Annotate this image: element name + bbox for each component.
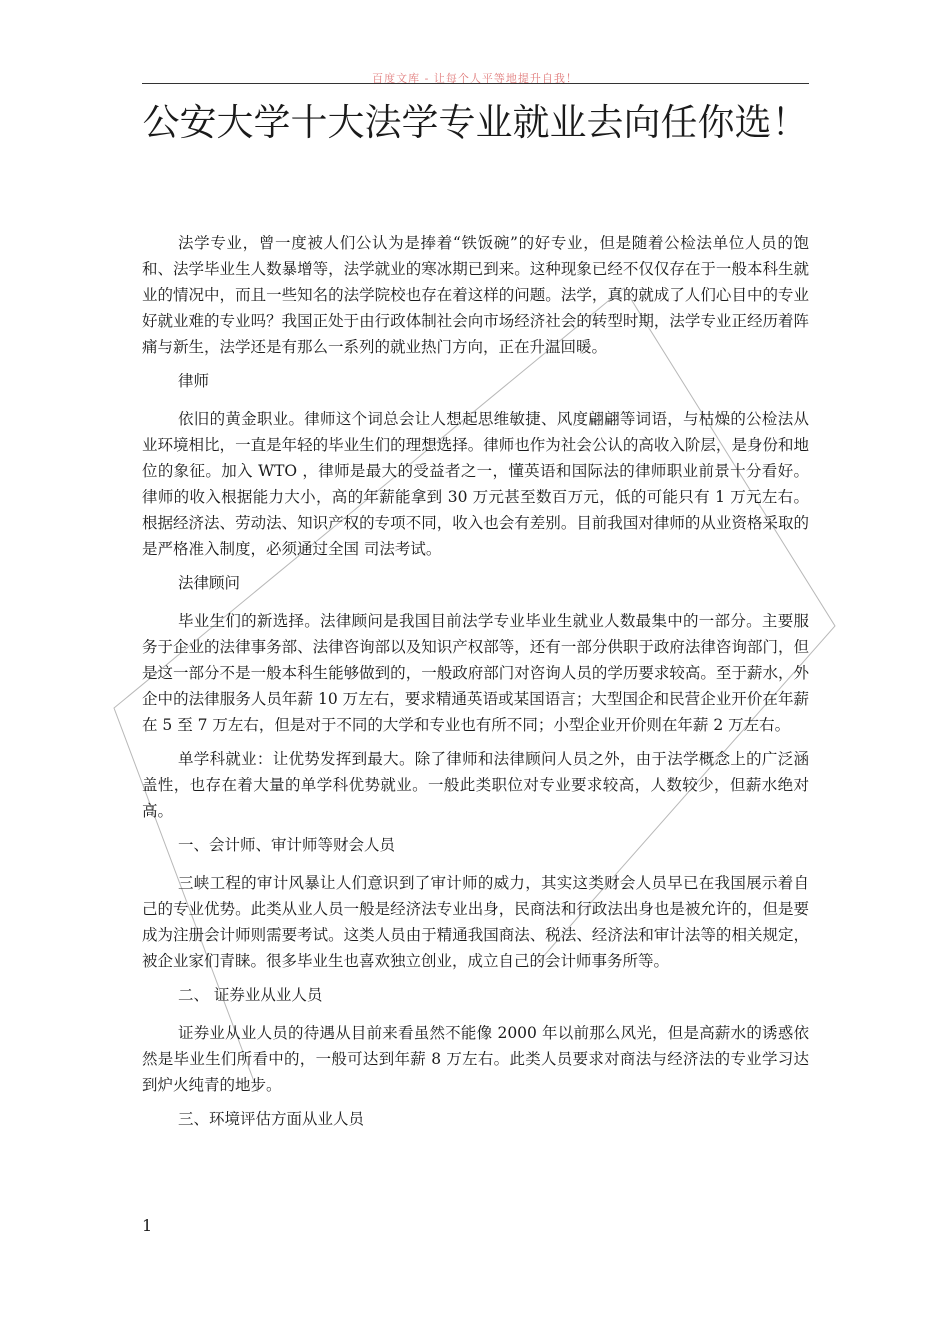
header-divider: [142, 83, 809, 84]
document-body: [142, 230, 809, 1144]
section-heading-environment: 三、环境评估方面从业人员: [178, 1110, 365, 1128]
intro-paragraph: 法学专业，曾一度被人们公认为是捧着“铁饭碗”的好专业，但是随着公检法单位人员的饱和、法学毕业生人数暴增等，法学就业的寒冰期已到来。这种现象已经不仅仅存在于一般本科生就业的情况中，而且一些知名的法学院校也存在着这样的问题。法学，真的就成了人们心目中的专业好就业难的专业吗？我国正处于由行政体制社会向市场经济社会的转型时期，法学专业正经历着阵痛与新生，法学还是有那么一系列的就业热门方向，正在升温回暖。: [142, 234, 809, 356]
page-number: 1: [142, 1216, 153, 1235]
section-heading-securities: 二、 证券业从业人员: [178, 986, 323, 1004]
securities-paragraph: 证券业从业人员的待遇从目前来看虽然不能像 2000 年以前那么风光，但是高薪水的诱惑依然是毕业生们所看中的，一般可达到年薪 8 万左右。此类人员要求对商法与经济法的专业学习达到炉火纯青的地步。: [142, 1024, 809, 1094]
document-title: 公安大学十大法学专业就业去向任你选！: [142, 101, 809, 144]
section-heading-legal-counsel: 法律顾问: [178, 574, 241, 592]
accounting-paragraph: 三峡工程的审计风暴让人们意识到了审计师的威力，其实这类财会人员早已在我国展示着自己的专业优势。此类从业人员一般是经济法专业出身，民商法和行政法出身也是被允许的，但是要成为注册会计师则需要考试。这类人员由于精通我国商法、税法、经济法和审计法等的相关规定，被企业家们青睐。很多毕业生也喜欢独立创业，成立自己的会计师事务所等。: [142, 874, 809, 970]
document-header: 百度文库 - 让每个人平等地提升自我！: [372, 72, 578, 85]
lawyer-paragraph: 依旧的黄金职业。律师这个词总会让人想起思维敏捷、风度翩翩等词语，与枯燥的公检法从业环境相比，一直是年轻的毕业生们的理想选择。律师也作为社会公认的高收入阶层，是身份和地位的象征。加入 WTO ，律师是最大的受益者之一，懂英语和国际法的律师职业前景十分看好。律师的收入根据能力大小，高的年薪能拿到 30 万元甚至数百万元，低的可能只有 1 万元左右。根据经济法、劳动法、知识产权的专项不同，收入也会有差别。目前我国对律师的从业资格采取的是严格准入制度，必须通过全国 司法考试。: [142, 410, 809, 558]
section-heading-lawyer: 律师: [178, 372, 210, 390]
legal-counsel-paragraph: 毕业生们的新选择。法律顾问是我国目前法学专业毕业生就业人数最集中的一部分。主要服务于企业的法律事务部、法律咨询部以及知识产权部等，还有一部分供职于政府法律咨询部门，但是这一部分不是一般本科生能够做到的，一般政府部门对咨询人员的学历要求较高。至于薪水，外企中的法律服务人员年薪 10 万左右，要求精通英语或某国语言；大型国企和民营企业开价在年薪在 5 至 7 万左右，但是对于不同的大学和专业也有所不同；小型企业开价则在年薪 2 万左右。: [142, 612, 809, 734]
section-heading-accounting: 一、会计师、审计师等财会人员: [178, 836, 396, 854]
single-discipline-paragraph: 单学科就业：让优势发挥到最大。除了律师和法律顾问人员之外，由于法学概念上的广泛涵盖性，也存在着大量的单学科优势就业。一般此类职位对专业要求较高，人数较少，但薪水绝对高。: [142, 750, 809, 820]
